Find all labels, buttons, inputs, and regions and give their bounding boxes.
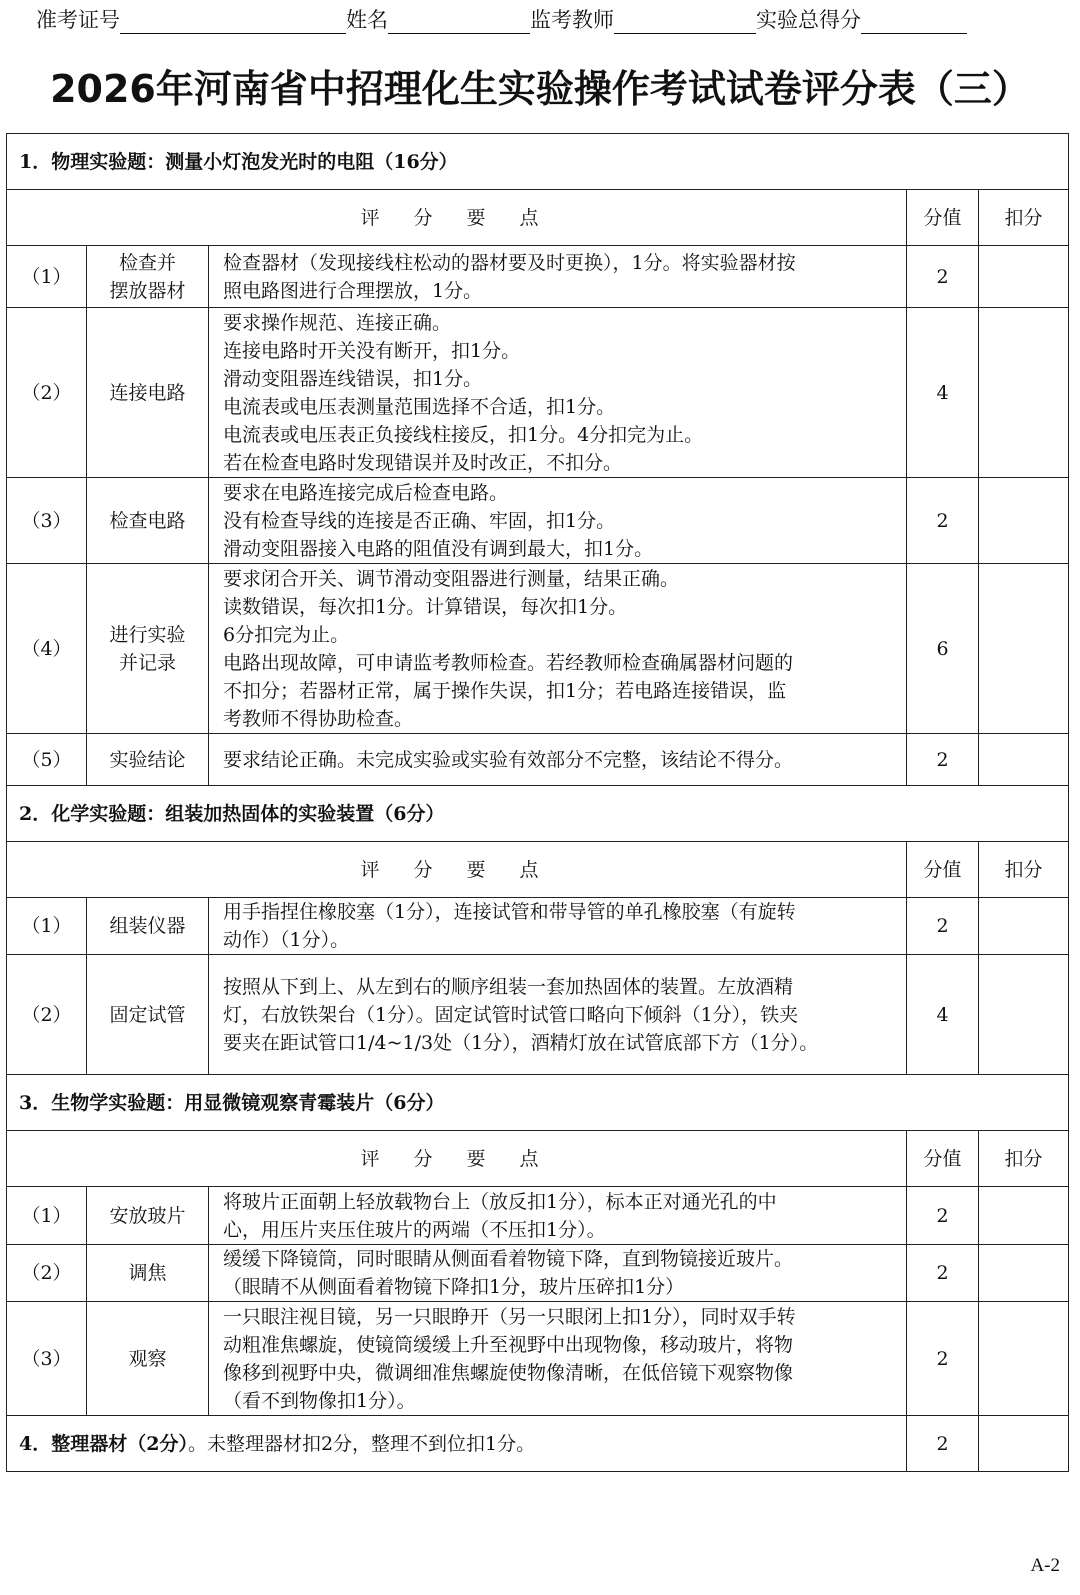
item-name [87, 734, 209, 786]
scoring-table [6, 133, 1069, 1472]
chemistry-column-header [7, 842, 1069, 898]
criteria-line: （看不到物像扣1分）。 [223, 1389, 416, 1412]
criteria-line: 照电路图进行合理摆放，1分。 [223, 279, 483, 302]
table-row [7, 246, 1069, 308]
criteria-line: 电路出现故障，可申请监考教师检查。若经教师检查确属器材问题的 [223, 651, 794, 674]
column-header-points: 评 分 要 点 [7, 842, 907, 898]
table-row [7, 955, 1069, 1075]
total-score-label: 实验总得分 [756, 8, 861, 32]
item-name [87, 898, 209, 955]
column-header-score: 分值 [907, 1131, 979, 1187]
item-criteria [209, 1245, 907, 1302]
criteria-line: 要求结论正确。未完成实验或实验有效部分不完整，该结论不得分。 [223, 748, 794, 771]
page-title: 2026年河南省中招理化生实验操作考试试卷评分表（三） [50, 67, 1030, 111]
table-row [7, 478, 1069, 564]
item-number: （3） [7, 1302, 87, 1416]
deduction-cell[interactable] [979, 1302, 1069, 1416]
column-header-deduct: 扣分 [979, 1131, 1069, 1187]
chemistry-section-title [7, 786, 1069, 842]
item-number: （5） [7, 734, 87, 786]
deduction-cell[interactable] [979, 1245, 1069, 1302]
criteria-line: 灯，右放铁架台（1分）。固定试管时试管口略向下倾斜（1分），铁夹 [223, 1003, 799, 1026]
item-number: （3） [7, 478, 87, 564]
column-header-score: 分值 [907, 842, 979, 898]
criteria-line: 不扣分；若器材正常，属于操作失误，扣1分；若电路连接错误，监 [223, 679, 787, 702]
item-number: （1） [7, 246, 87, 308]
table-row [7, 1302, 1069, 1416]
item-name [87, 1187, 209, 1245]
item-name-line: 观察 [128, 1347, 167, 1370]
deduction-cell[interactable] [979, 955, 1069, 1075]
item-number: （2） [7, 955, 87, 1075]
criteria-line: 电流表或电压表测量范围选择不合适，扣1分。 [223, 395, 616, 418]
item-score: 2 [907, 246, 979, 308]
physics-title-text: 1．物理实验题：测量小灯泡发光时的电阻（16分） [19, 150, 458, 173]
item-number: （1） [7, 898, 87, 955]
column-header-deduct: 扣分 [979, 842, 1069, 898]
item-criteria [209, 734, 907, 786]
deduction-cell[interactable] [979, 246, 1069, 308]
item-number: （1） [7, 1187, 87, 1245]
item-criteria [209, 955, 907, 1075]
criteria-line: （眼睛不从侧面看着物镜下降扣1分，玻片压碎扣1分） [223, 1276, 685, 1298]
item-name-line: 调焦 [128, 1262, 167, 1284]
item-name-line: 并记录 [118, 651, 176, 674]
criteria-line: 滑动变阻器接入电路的阻值没有调到最大，扣1分。 [223, 537, 654, 560]
criteria-line: 要求在电路连接完成后检查电路。 [223, 481, 509, 504]
item-criteria [209, 478, 907, 564]
item-name-line: 检查电路 [109, 509, 186, 532]
item-name-line: 进行实验 [109, 623, 186, 646]
item-name [87, 1245, 209, 1302]
table-row [7, 1187, 1069, 1245]
cleanup-note: 。未整理器材扣2分，整理不到位扣1分。 [187, 1432, 536, 1455]
item-number: （4） [7, 564, 87, 734]
criteria-line: 缓缓下降镜筒，同时眼睛从侧面看着物镜下降，直到物镜接近玻片。 [223, 1248, 794, 1270]
criteria-line: 检查器材（发现接线柱松动的器材要及时更换），1分。将实验器材按 [223, 251, 796, 274]
item-score: 2 [907, 1302, 979, 1416]
exam-header-info [36, 4, 1066, 34]
item-name [87, 308, 209, 478]
physics-section-title [7, 134, 1069, 190]
biology-section-title [7, 1075, 1069, 1131]
item-name-line: 实验结论 [109, 748, 186, 771]
total-score-blank [861, 9, 967, 34]
table-row [7, 308, 1069, 478]
criteria-line: 像移到视野中央，微调细准焦螺旋使物像清晰，在低倍镜下观察物像 [223, 1361, 794, 1384]
item-score: 2 [907, 478, 979, 564]
table-row [7, 1245, 1069, 1302]
criteria-line: 6分扣完为止。 [223, 623, 350, 646]
exam-id-blank [120, 9, 346, 34]
item-criteria [209, 308, 907, 478]
teacher-blank [614, 9, 756, 34]
deduction-cell[interactable] [979, 898, 1069, 955]
item-name [87, 955, 209, 1075]
item-criteria [209, 1187, 907, 1245]
criteria-line: 滑动变阻器连线错误，扣1分。 [223, 367, 483, 390]
deduction-cell[interactable] [979, 1416, 1069, 1472]
item-score: 4 [907, 955, 979, 1075]
item-name-line: 连接电路 [109, 381, 186, 404]
cleanup-score: 2 [907, 1416, 979, 1472]
item-name [87, 1302, 209, 1416]
item-score: 2 [907, 1245, 979, 1302]
item-criteria [209, 898, 907, 955]
criteria-line: 若在检查电路时发现错误并及时改正，不扣分。 [223, 451, 623, 474]
deduction-cell[interactable] [979, 308, 1069, 478]
criteria-line: 将玻片正面朝上轻放载物台上（放反扣1分），标本正对通光孔的中 [223, 1190, 777, 1213]
table-row [7, 734, 1069, 786]
criteria-line: 动作）（1分）。 [223, 929, 350, 951]
criteria-line: 连接电路时开关没有断开，扣1分。 [223, 339, 521, 362]
criteria-line: 动粗准焦螺旋，使镜筒缓缓上升至视野中出现物像，移动玻片，将物 [223, 1333, 794, 1356]
page-number: A-2 [1030, 1555, 1060, 1576]
item-criteria [209, 564, 907, 734]
item-criteria [209, 246, 907, 308]
physics-section-header [7, 134, 1069, 190]
item-name-line: 组装仪器 [109, 915, 186, 937]
biology-section-header [7, 1075, 1069, 1131]
column-header-points: 评 分 要 点 [7, 190, 907, 246]
cleanup-section-title [7, 1416, 907, 1472]
item-name-line: 检查并 [118, 251, 176, 274]
item-score: 6 [907, 564, 979, 734]
chemistry-section-header [7, 786, 1069, 842]
criteria-line: 考教师不得协助检查。 [223, 707, 414, 730]
item-criteria [209, 1302, 907, 1416]
criteria-line: 没有检查导线的连接是否正确、牢固，扣1分。 [223, 509, 616, 532]
item-score: 2 [907, 734, 979, 786]
item-number: （2） [7, 1245, 87, 1302]
deduction-cell[interactable] [979, 734, 1069, 786]
item-name [87, 246, 209, 308]
table-row [7, 564, 1069, 734]
item-name [87, 564, 209, 734]
criteria-line: 读数错误，每次扣1分。计算错误，每次扣1分。 [223, 595, 628, 618]
cleanup-row [7, 1416, 1069, 1472]
item-score: 4 [907, 308, 979, 478]
cleanup-title-text: 4．整理器材（2分） [19, 1432, 188, 1455]
criteria-line: 心，用压片夹压住玻片的两端（不压扣1分）。 [223, 1218, 606, 1241]
criteria-line: 电流表或电压表正负接线柱接反，扣1分。4分扣完为止。 [223, 423, 704, 446]
item-score: 2 [907, 1187, 979, 1245]
column-header-score: 分值 [907, 190, 979, 246]
criteria-line: 一只眼注视目镜，另一只眼睁开（另一只眼闭上扣1分），同时双手转 [223, 1305, 796, 1328]
item-name-line: 安放玻片 [109, 1204, 186, 1227]
biology-title-text: 3．生物学实验题：用显微镜观察青霉装片（6分） [19, 1091, 445, 1114]
item-name-line: 摆放器材 [109, 279, 186, 302]
criteria-line: 要求操作规范、连接正确。 [223, 311, 452, 334]
item-name-line: 固定试管 [109, 1003, 186, 1026]
criteria-line: 要求闭合开关、调节滑动变阻器进行测量，结果正确。 [223, 567, 680, 590]
item-number: （2） [7, 308, 87, 478]
name-label: 姓名 [346, 8, 388, 32]
column-header-points: 评 分 要 点 [7, 1131, 907, 1187]
exam-id-label: 准考证号 [36, 8, 120, 32]
chemistry-title-text: 2．化学实验题：组装加热固体的实验装置（6分） [19, 802, 445, 825]
item-name [87, 478, 209, 564]
deduction-cell[interactable] [979, 1187, 1069, 1245]
name-blank [388, 9, 530, 34]
biology-column-header [7, 1131, 1069, 1187]
item-score: 2 [907, 898, 979, 955]
column-header-deduct: 扣分 [979, 190, 1069, 246]
criteria-line: 要夹在距试管口1/4~1/3处（1分），酒精灯放在试管底部下方（1分）。 [223, 1031, 819, 1054]
deduction-cell[interactable] [979, 564, 1069, 734]
deduction-cell[interactable] [979, 478, 1069, 564]
table-row [7, 898, 1069, 955]
teacher-label: 监考教师 [530, 8, 614, 32]
criteria-line: 用手指捏住橡胶塞（1分），连接试管和带导管的单孔橡胶塞（有旋转 [223, 901, 796, 923]
physics-column-header [7, 190, 1069, 246]
criteria-line: 按照从下到上、从左到右的顺序组装一套加热固体的装置。左放酒精 [223, 975, 794, 998]
